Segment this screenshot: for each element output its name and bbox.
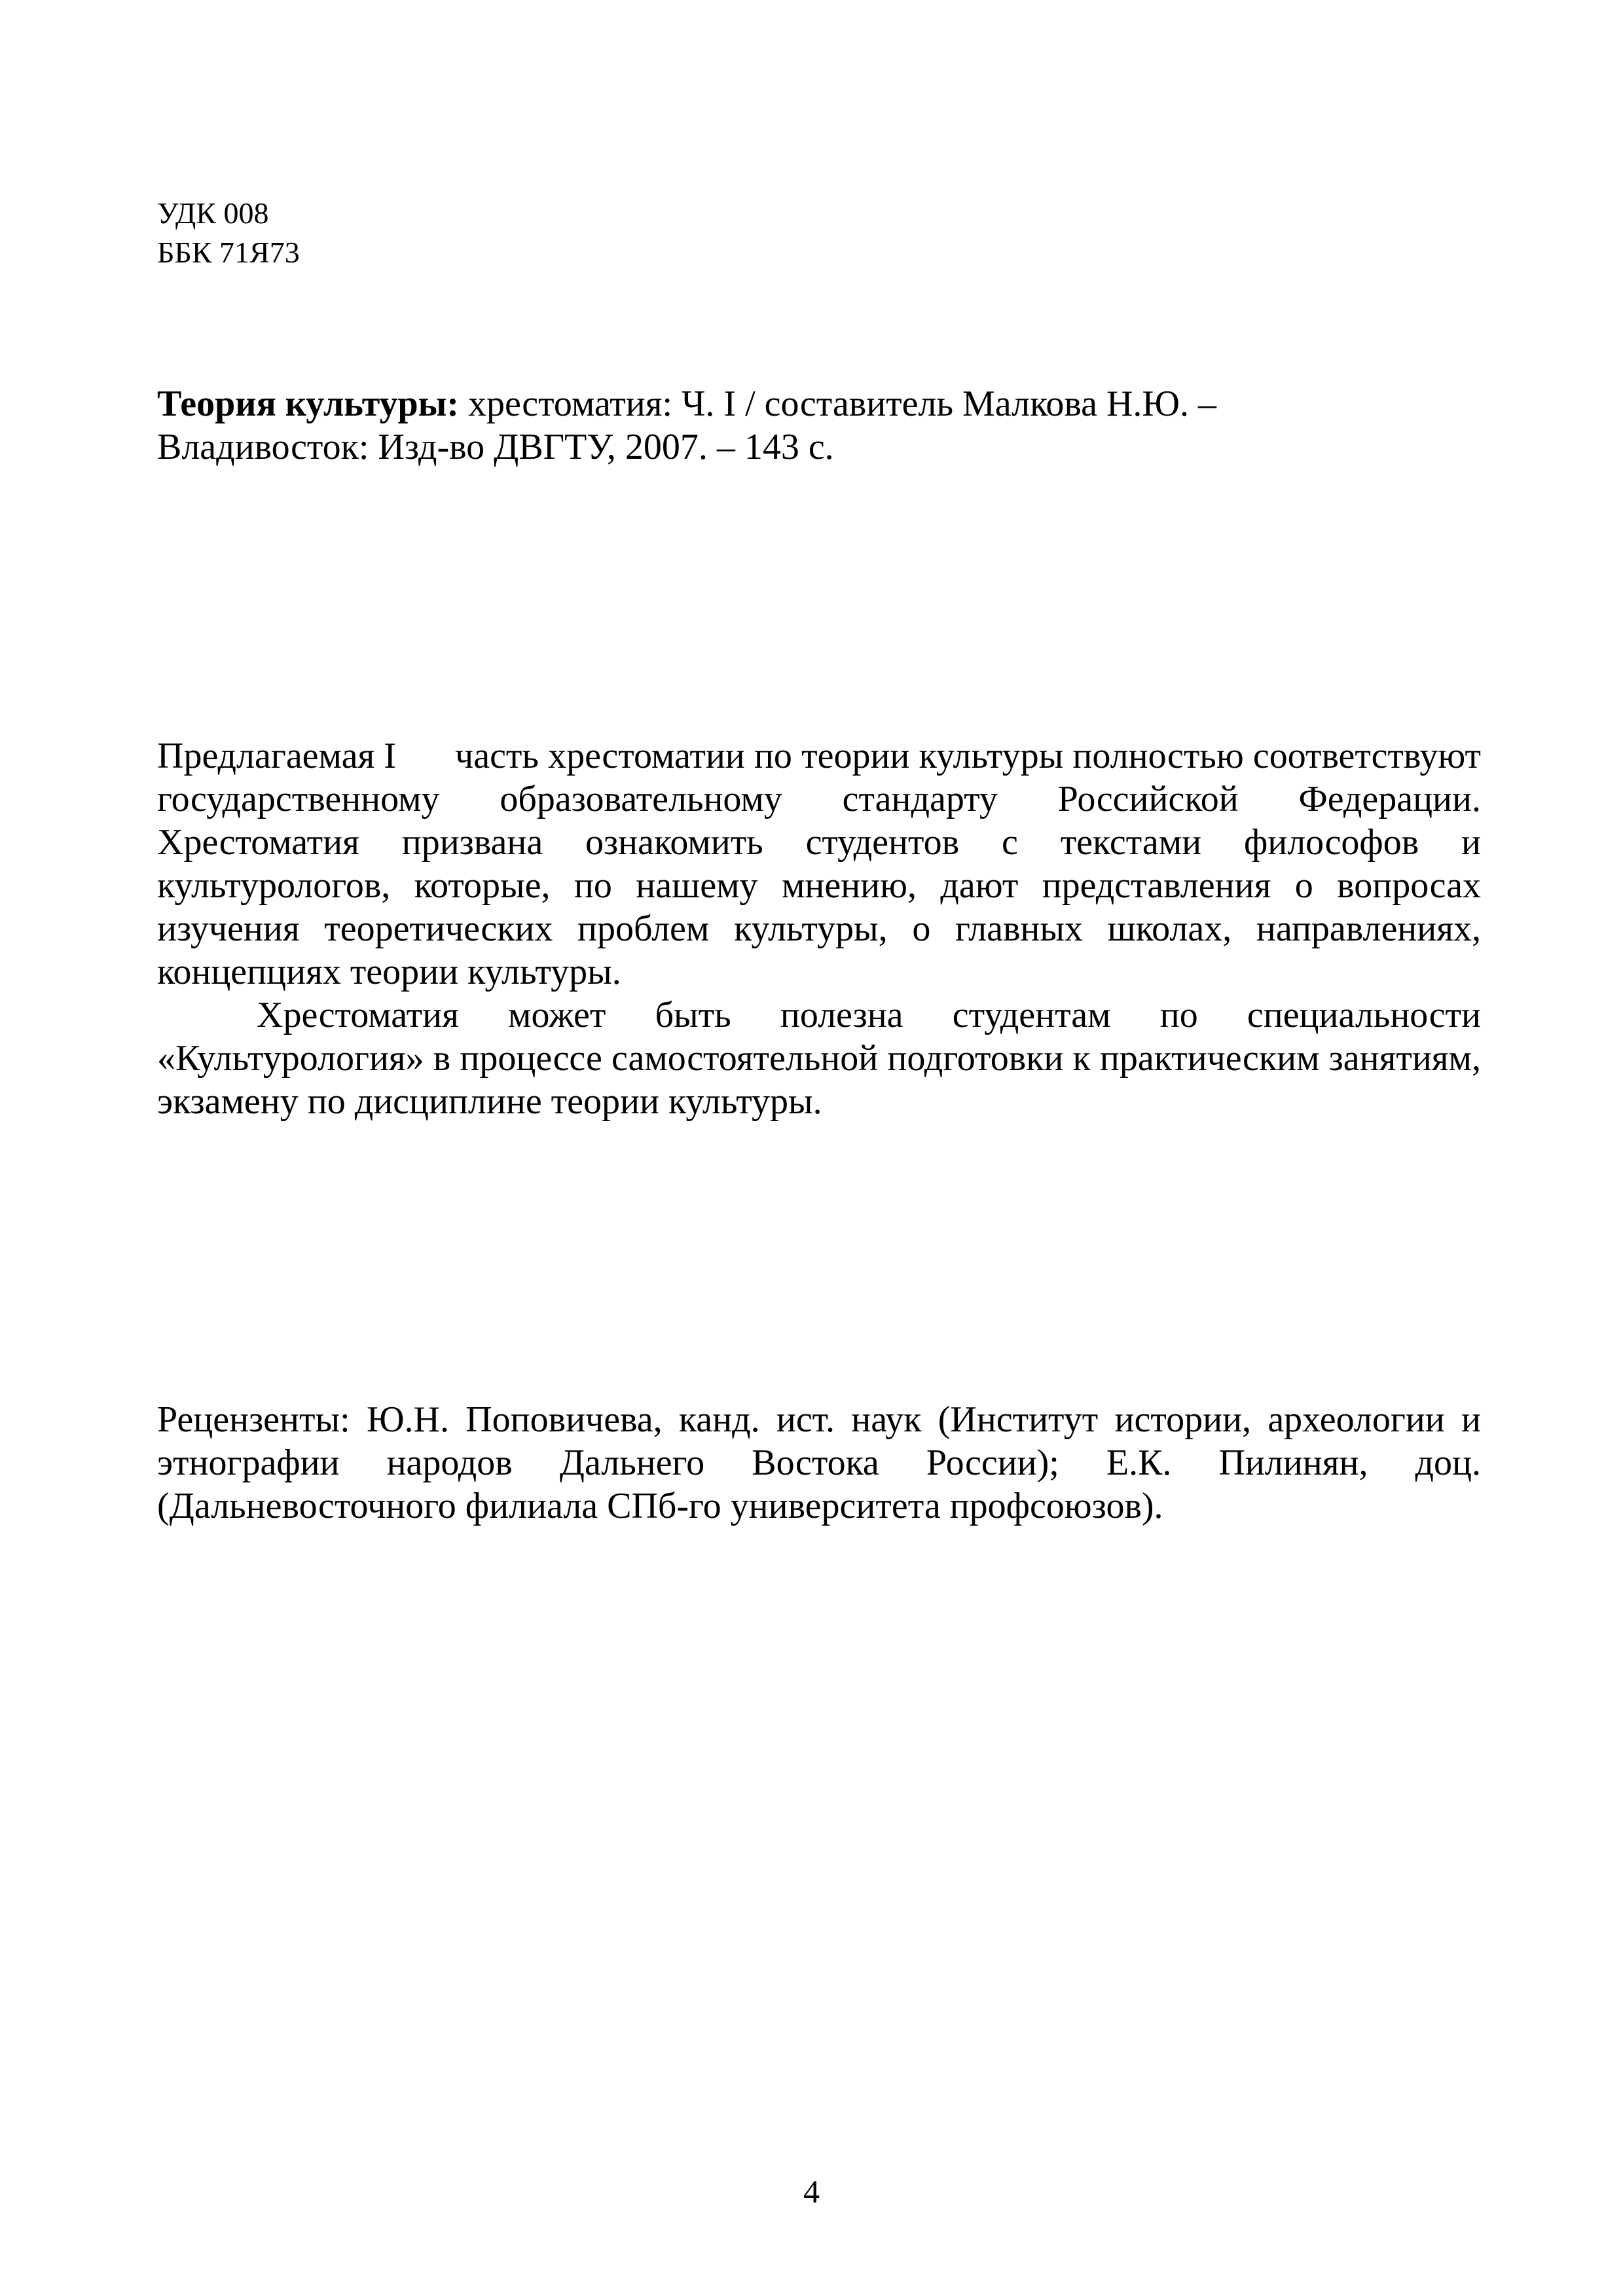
udk-code: УДК 008 (157, 196, 269, 230)
annotation-p1-rest: часть хрестоматии по теории культуры полностью соответствуют государственному образовательному стандарту Российской Федерации. Хрестоматия призвана ознакомить студентов с текстами философов и культурологов, которые, по нашему мнению, дают представления о вопросах изучения теоретических проблем культуры, о главных школах, направлениях, концепциях теории культуры. (157, 736, 1481, 992)
biblio-line-2: Владивосток: Изд-во ДВГТУ, 2007. – 143 с. (157, 427, 834, 467)
bibliographic-record (157, 382, 1481, 469)
annotation-p1-start: Предлагаемая I (157, 736, 397, 776)
annotation-paragraph-1 (157, 734, 1481, 994)
book-title: Теория культуры: (157, 384, 460, 424)
annotation (157, 734, 1481, 1123)
annotation-paragraph-2: Хрестоматия может быть полезна студентам по специальности «Культурология» в процессе самостоятельной подготовки к практическим занятиям, экзамену по дисциплине теории культуры. (157, 995, 1481, 1122)
bbk-code: ББК 71Я73 (157, 236, 300, 269)
classification-codes (157, 194, 1481, 272)
reviewers: Рецензенты: Ю.Н. Поповичева, канд. ист. наук (Институт истории, археологии и этнографии народов Дальнего Востока России); Е.К. Пилинян, доц. (Дальневосточного филиала СПб-го университета профсоюзов). (157, 1399, 1481, 1526)
page-number: 4 (803, 2173, 820, 2210)
biblio-line-1 (157, 382, 1481, 425)
biblio-line-1-rest: хрестоматия: Ч. I / составитель Малкова Н.Ю. – (459, 384, 1216, 424)
